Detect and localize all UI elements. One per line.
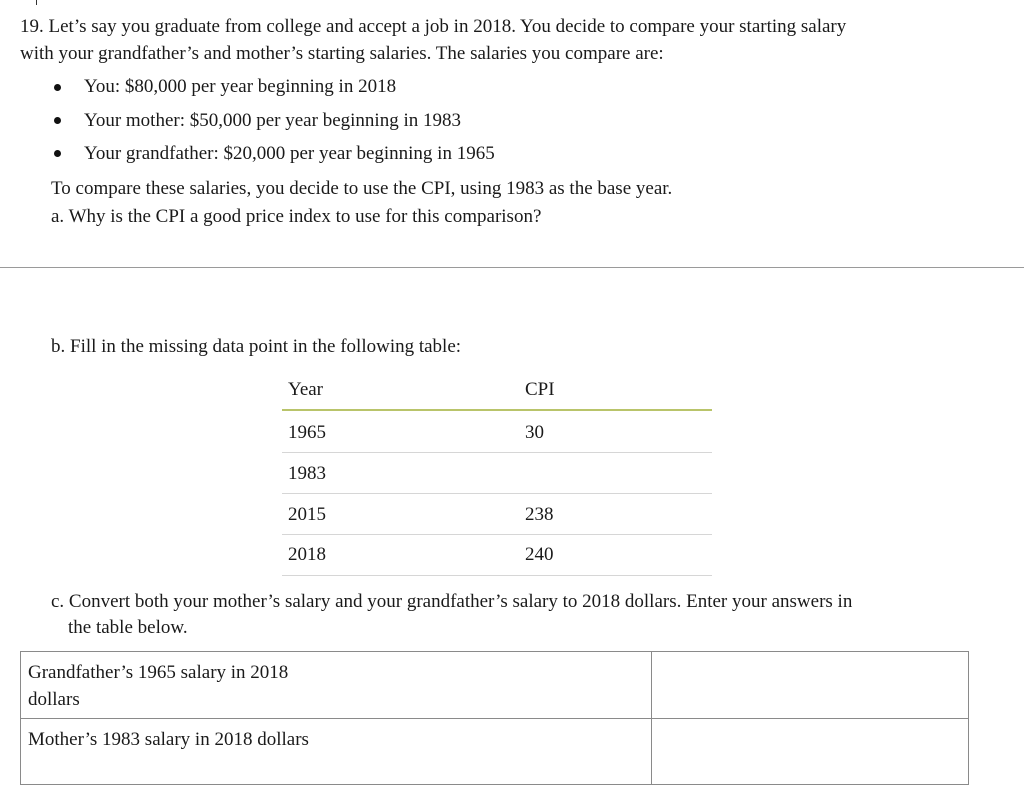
table-row-rule (282, 493, 712, 494)
question-line-2: with your grandfather’s and mother’s starting salaries. The salaries you compare are: (20, 43, 664, 64)
row-cpi-2015: 238 (525, 504, 554, 525)
part-c-prompt-line-2: the table below. (68, 617, 188, 638)
row-year-1965: 1965 (288, 422, 326, 443)
header-year: Year (288, 379, 324, 400)
header-cpi: CPI (525, 379, 555, 400)
bullet-dot-1 (54, 84, 61, 91)
grandfather-salary-label: Grandfather’s 1965 salary in 2018 dollars (28, 662, 289, 710)
bullet-you: You: $80,000 per year beginning in 2018 (84, 76, 397, 97)
bullet-grandfather: Your grandfather: $20,000 per year beginning in 1965 (84, 143, 495, 164)
instruction-text: To compare these salaries, you decide to use the CPI, using 1983 as the base year. (51, 178, 673, 199)
table-row-rule (282, 452, 712, 453)
part-a-question: a. Why is the CPI a good price index to use for this comparison? (51, 206, 542, 227)
answer-table (20, 651, 969, 785)
row-year-2015: 2015 (288, 504, 326, 525)
grandfather-salary-answer-cell[interactable] (652, 652, 968, 718)
bullet-dot-3 (54, 150, 61, 157)
table-row-rule (282, 575, 712, 576)
mother-salary-answer-cell[interactable] (652, 719, 968, 784)
mother-salary-label: Mother’s 1983 salary in 2018 dollars (28, 729, 309, 750)
table-header-rule (282, 409, 712, 411)
section-divider (0, 267, 1024, 268)
bullet-mother: Your mother: $50,000 per year beginning in 1983 (84, 110, 461, 131)
page-top-tick (36, 0, 37, 5)
bullet-dot-2 (54, 117, 61, 124)
row-cpi-1965: 30 (525, 422, 544, 443)
row-cpi-1983-blank[interactable] (525, 463, 585, 485)
row-cpi-2018: 240 (525, 544, 554, 565)
part-b-prompt: b. Fill in the missing data point in the following table: (51, 336, 462, 357)
row-year-2018: 2018 (288, 544, 326, 565)
row-year-1983: 1983 (288, 463, 326, 484)
part-c-prompt-line-1: c. Convert both your mother’s salary and your grandfather’s salary to 2018 dollars. Enter your answers in (51, 591, 853, 612)
table-row-rule (282, 534, 712, 535)
question-line-1: 19. Let’s say you graduate from college and accept a job in 2018. You decide to compare your starting salary (20, 16, 847, 37)
